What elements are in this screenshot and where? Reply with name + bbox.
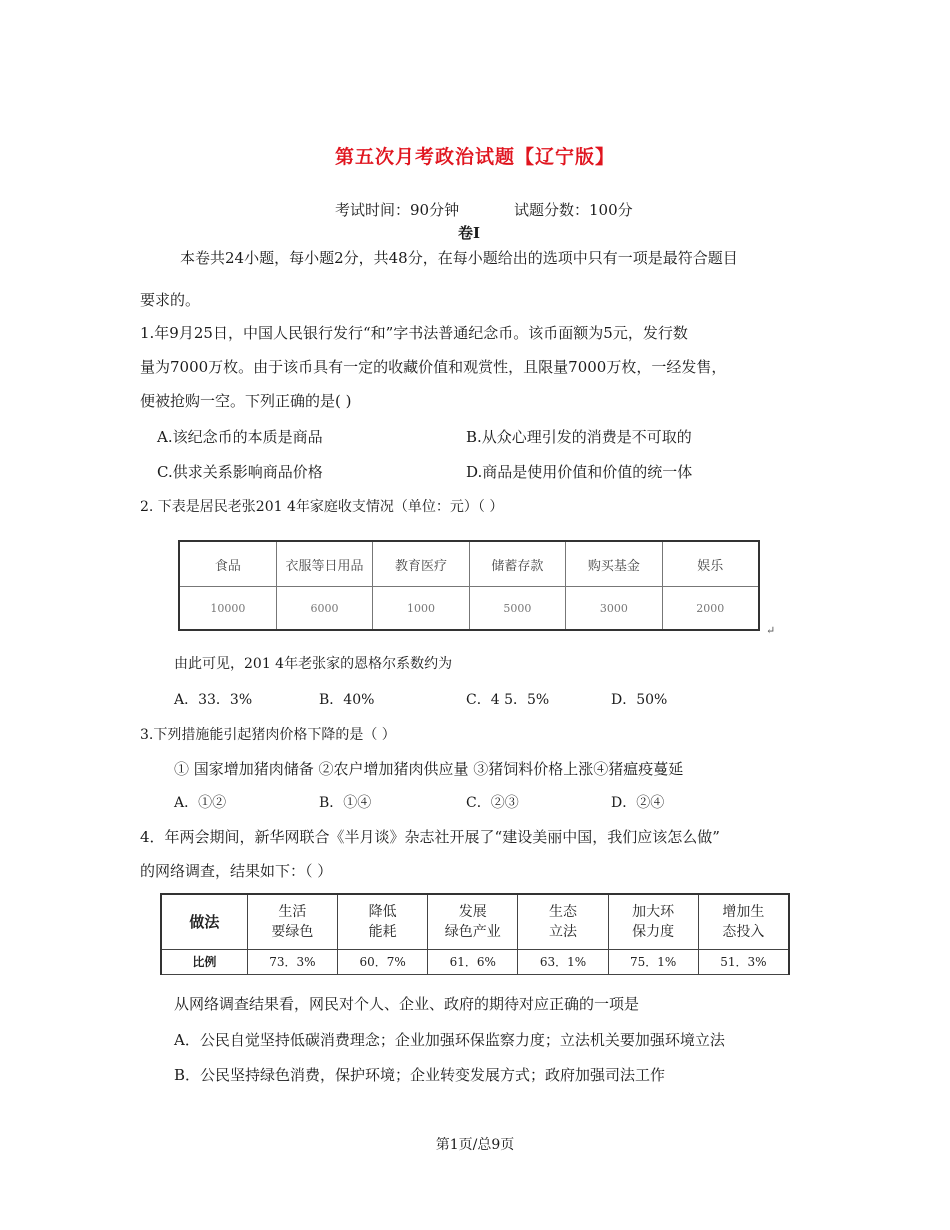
table-header-line: 发展 — [458, 904, 487, 920]
table-header-row — [161, 894, 789, 950]
q4-table — [160, 893, 790, 975]
table-header-cell — [338, 894, 428, 950]
q1-option-d: D.商品是使用价值和价值的统一体 — [466, 463, 693, 481]
table-header-cell — [608, 894, 698, 950]
table-cell: 61．6% — [428, 950, 518, 975]
table-cell: 63．1% — [518, 950, 608, 975]
table-header-line: 能耗 — [368, 924, 397, 940]
table-header-cell: 购买基金 — [566, 541, 662, 587]
return-mark: ↵ — [766, 624, 776, 637]
table-header-line: 增加生 — [722, 904, 765, 920]
q2-option-d: D．50% — [611, 692, 668, 708]
q3-option-a: A．①② — [174, 795, 227, 811]
q2-option-b: B．40% — [319, 692, 375, 708]
table-cell: 51．3% — [698, 950, 789, 975]
table-header-line: 降低 — [368, 904, 397, 920]
table-header-cell: 娱乐 — [662, 541, 759, 587]
q3-option-b: B．①④ — [319, 795, 372, 811]
q2-question: 由此可见，201 4年老张家的恩格尔系数约为 — [174, 656, 453, 672]
table-row-header: 做法 — [161, 894, 247, 950]
page-footer: 第1页/总9页 — [435, 1137, 515, 1153]
table-row — [179, 587, 759, 631]
table-header-cell: 衣服等日用品 — [276, 541, 372, 587]
table-cell: 60．7% — [338, 950, 428, 975]
table-cell: 2000 — [662, 587, 759, 631]
q2-table — [178, 540, 760, 631]
table-header-line: 生活 — [278, 904, 307, 920]
table-header-cell — [698, 894, 789, 950]
table-cell: 73．3% — [247, 950, 337, 975]
q4-line-2: 的网络调查，结果如下：（ ） — [140, 862, 333, 880]
table-header-line: 绿色产业 — [444, 924, 501, 940]
intro-line-1: 本卷共24小题，每小题2分，共48分，在每小题给出的选项中只有一项是最符合题目 — [180, 249, 738, 267]
page-title: 第五次月考政治试题【辽宁版】 — [334, 146, 615, 168]
q4-option-a: A．公民自觉坚持低碳消费理念；企业加强环保监察力度；立法机关要加强环境立法 — [174, 1031, 725, 1049]
table-row-header: 比例 — [161, 950, 247, 975]
table-header-line: 态投入 — [722, 924, 765, 940]
q3-option-c: C．②③ — [466, 795, 519, 811]
table-header-cell — [428, 894, 518, 950]
table-header-cell: 教育医疗 — [373, 541, 469, 587]
q4-option-b: B．公民坚持绿色消费，保护环境；企业转变发展方式；政府加强司法工作 — [174, 1066, 666, 1084]
q2-stem: 2. 下表是居民老张201 4年家庭收支情况（单位：元）（ ） — [140, 499, 504, 515]
q1-line-2: 量为7000万枚。由于该币具有一定的收藏价值和观赏性，且限量7000万枚，一经发售， — [140, 358, 727, 376]
table-cell: 3000 — [566, 587, 662, 631]
q1-line-1: 1.年9月25日，中国人民银行发行“和”字书法普通纪念币。该币面额为5元，发行数 — [140, 324, 688, 342]
table-row — [161, 950, 789, 975]
table-header-cell: 储蓄存款 — [469, 541, 565, 587]
table-cell: 10000 — [179, 587, 276, 631]
table-header-row — [179, 541, 759, 587]
q2-option-a: A．33．3% — [174, 692, 253, 708]
q1-option-a: A.该纪念币的本质是商品 — [157, 428, 323, 446]
table-header-cell: 食品 — [179, 541, 276, 587]
q3-items: ① 国家增加猪肉储备 ②农户增加猪肉供应量 ③猪饲料价格上涨④猪瘟疫蔓延 — [174, 760, 684, 778]
q1-option-b: B.从众心理引发的消费是不可取的 — [466, 428, 692, 446]
exam-time: 考试时间：90分钟 — [335, 201, 460, 219]
q4-line-1: 4．年两会期间，新华网联合《半月谈》杂志社开展了“建设美丽中国，我们应该怎么做” — [140, 828, 720, 846]
table-header-cell — [247, 894, 337, 950]
q4-question: 从网络调查结果看，网民对个人、企业、政府的期待对应正确的一项是 — [174, 995, 640, 1013]
table-header-line: 生态 — [548, 904, 577, 920]
table-cell: 5000 — [469, 587, 565, 631]
q1-line-3: 便被抢购一空。下列正确的是( ) — [140, 392, 352, 410]
exam-score: 试题分数：100分 — [514, 201, 633, 219]
intro-line-2: 要求的。 — [140, 291, 201, 309]
table-header-line: 立法 — [548, 924, 577, 940]
q3-option-d: D．②④ — [611, 795, 665, 811]
table-header-line: 保力度 — [632, 924, 675, 940]
table-header-line: 加大环 — [632, 904, 675, 920]
q2-option-c: C．4 5．5% — [466, 692, 550, 708]
table-cell: 1000 — [373, 587, 469, 631]
table-cell: 6000 — [276, 587, 372, 631]
section-title: 卷Ⅰ — [458, 224, 481, 242]
table-cell: 75．1% — [608, 950, 698, 975]
q3-stem: 3.下列措施能引起猪肉价格下降的是（ ） — [140, 727, 396, 743]
table-header-cell — [518, 894, 608, 950]
q1-option-c: C.供求关系影响商品价格 — [157, 463, 323, 481]
table-header-line: 要绿色 — [271, 924, 314, 940]
